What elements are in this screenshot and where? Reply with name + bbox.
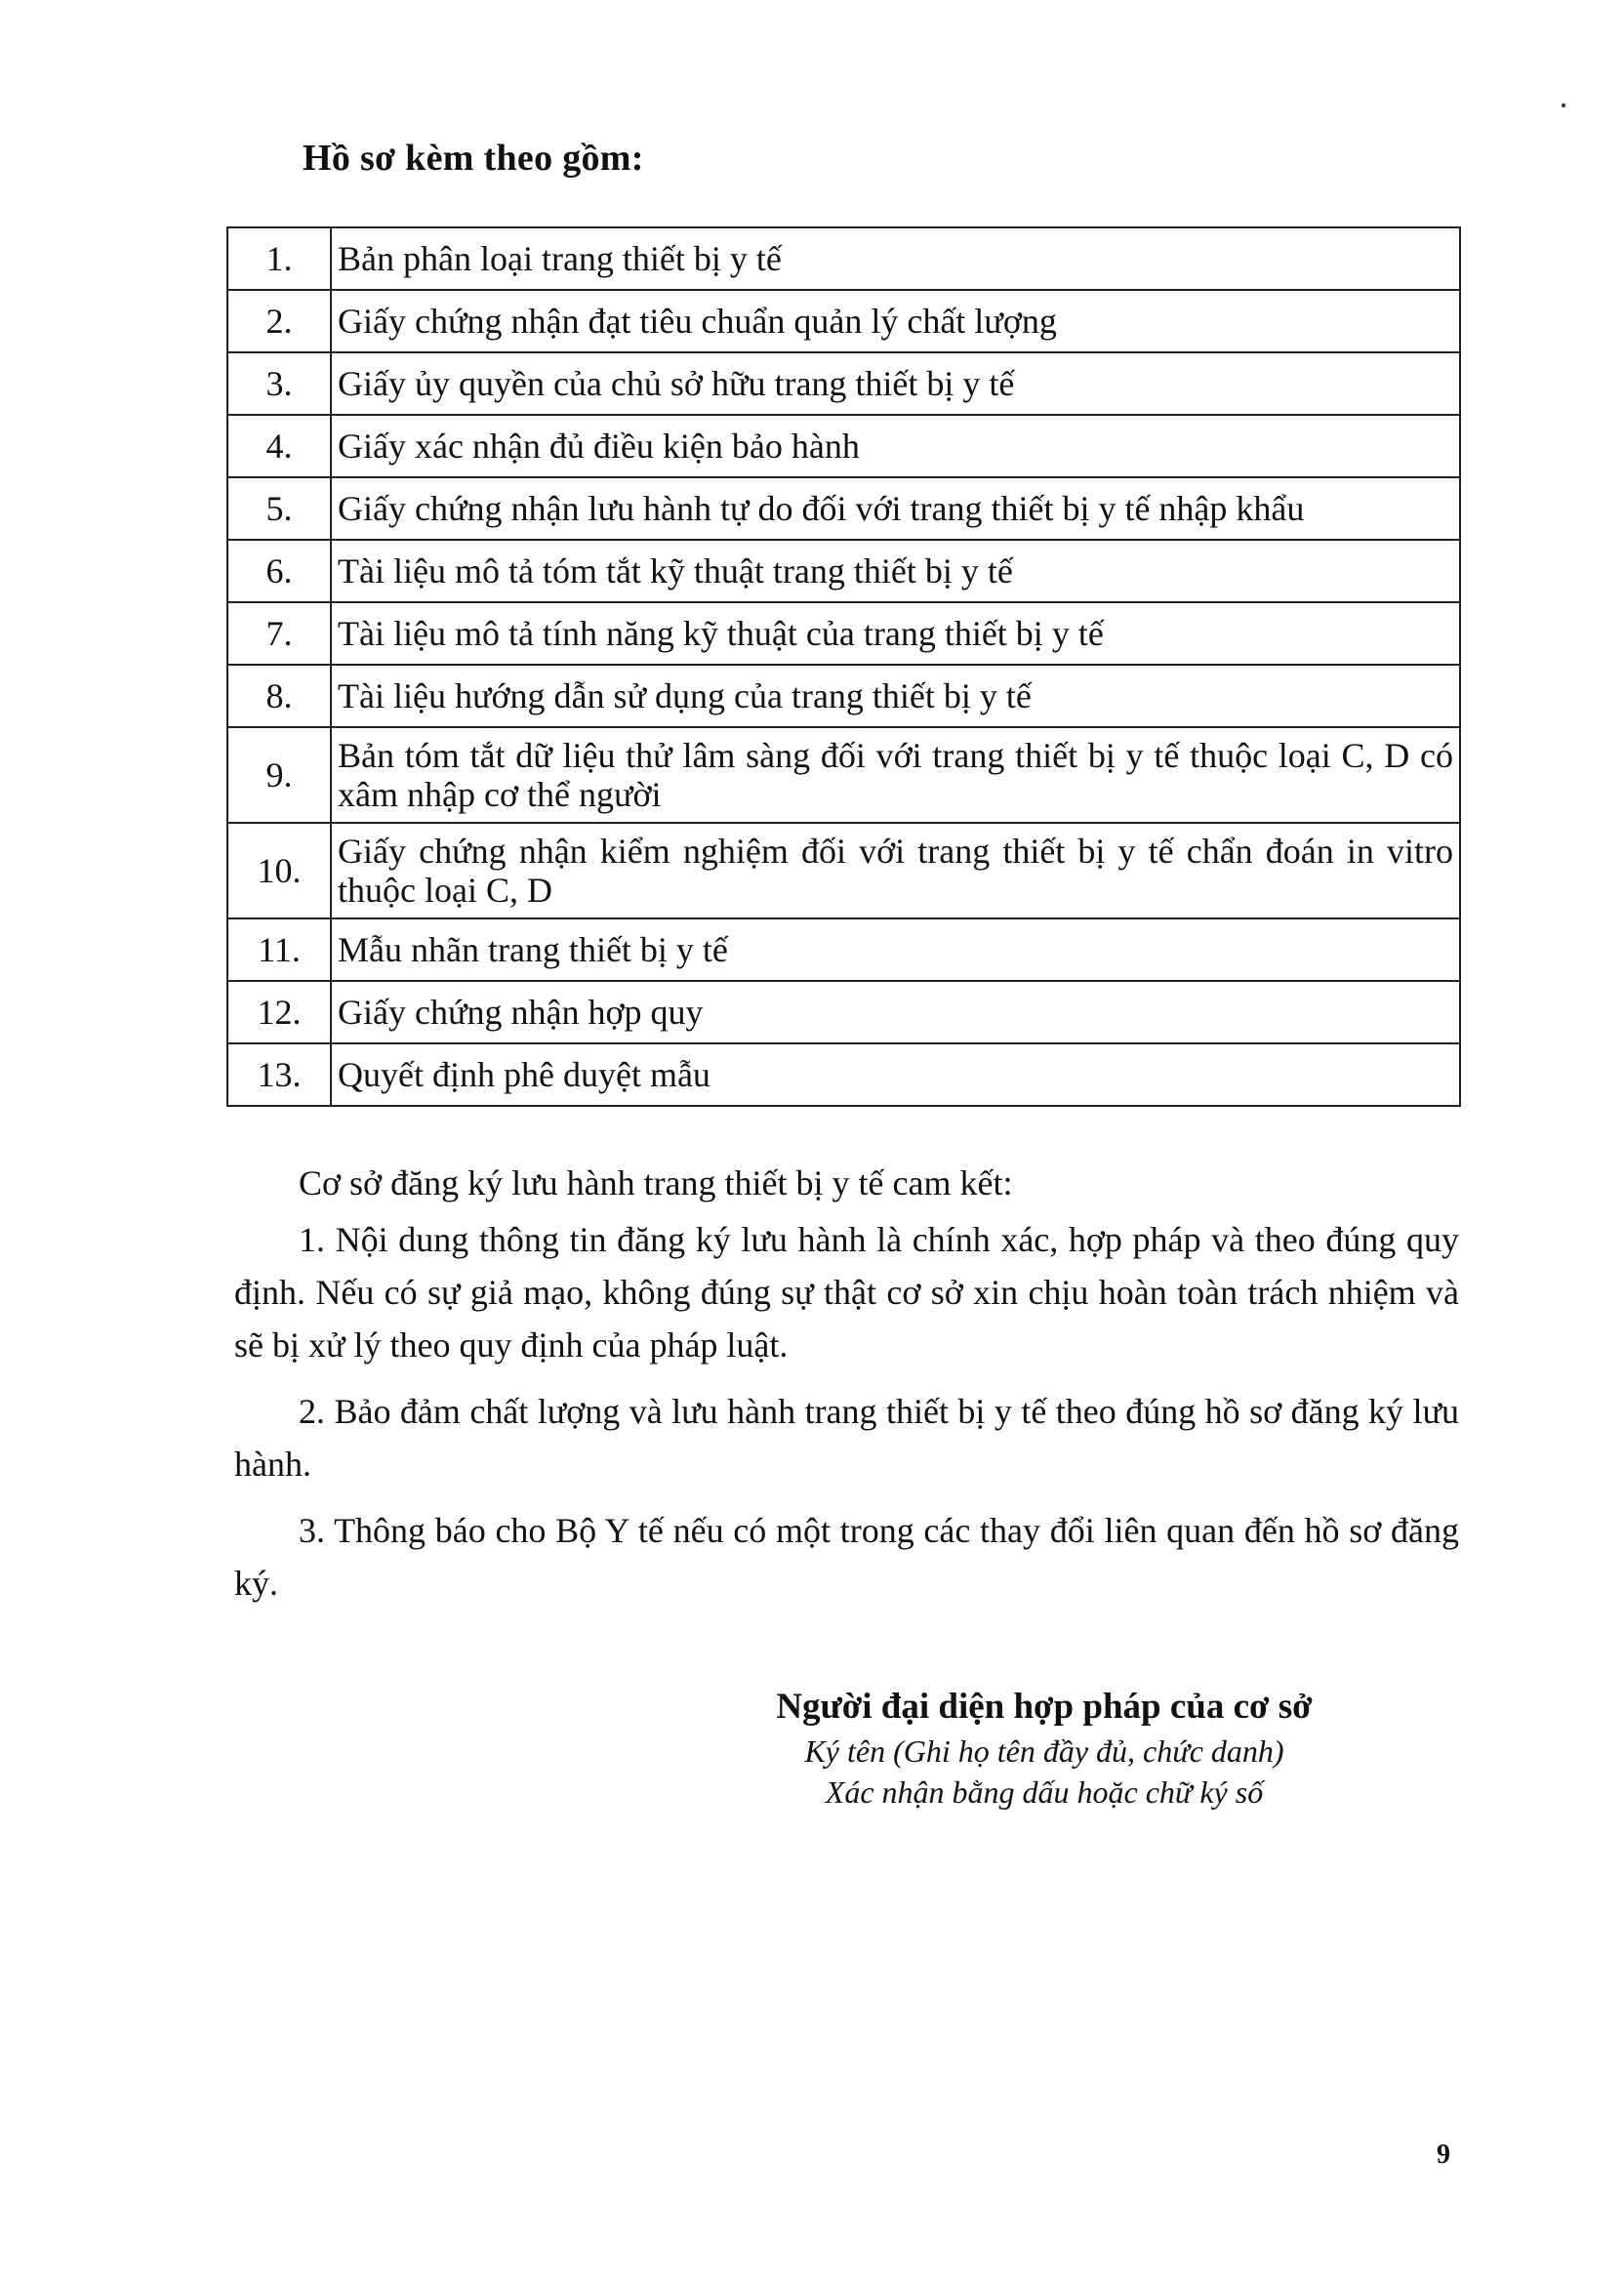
table-row <box>227 665 1460 727</box>
table-row <box>227 540 1460 602</box>
row-description: Giấy ủy quyền của chủ sở hữu trang thiết bị y tế <box>331 352 1460 415</box>
commitment-section <box>234 1157 1459 1623</box>
scan-speck <box>1562 103 1565 107</box>
row-description: Giấy xác nhận đủ điều kiện bảo hành <box>331 415 1460 477</box>
row-description: Mẫu nhãn trang thiết bị y tế <box>331 918 1460 981</box>
row-number: 9. <box>227 727 331 823</box>
page-number: 9 <box>1437 2140 1450 2170</box>
row-number: 4. <box>227 415 331 477</box>
row-number: 6. <box>227 540 331 602</box>
table-row <box>227 227 1460 290</box>
row-number: 7. <box>227 602 331 665</box>
table-row <box>227 981 1460 1043</box>
commitment-item: 1. Nội dung thông tin đăng ký lưu hành là chính xác, hợp pháp và theo đúng quy định. Nếu có sự giả mạo, không đúng sự thật cơ sở xin chịu hoàn toàn trách nhiệm và sẽ bị xử lý theo quy định của pháp luật. <box>234 1220 1459 1365</box>
table-row <box>227 918 1460 981</box>
row-number: 12. <box>227 981 331 1043</box>
row-number: 8. <box>227 665 331 727</box>
table-row <box>227 823 1460 918</box>
signature-confirmation: Xác nhận bằng dấu hoặc chữ ký số <box>825 1774 1264 1810</box>
row-number: 10. <box>227 823 331 918</box>
commitment-item: 3. Thông báo cho Bộ Y tế nếu có một trong các thay đổi liên quan đến hồ sơ đăng ký. <box>234 1511 1459 1603</box>
table-row <box>227 1043 1460 1106</box>
row-number: 2. <box>227 290 331 352</box>
row-number: 11. <box>227 918 331 981</box>
table-row <box>227 352 1460 415</box>
row-description: Giấy chứng nhận đạt tiêu chuẩn quản lý chất lượng <box>331 290 1460 352</box>
row-number: 3. <box>227 352 331 415</box>
table-row <box>227 602 1460 665</box>
commitment-item: 2. Bảo đảm chất lượng và lưu hành trang thiết bị y tế theo đúng hồ sơ đăng ký lưu hành. <box>234 1392 1459 1484</box>
row-description: Giấy chứng nhận hợp quy <box>331 981 1460 1043</box>
row-description: Giấy chứng nhận kiểm nghiệm đối với trang thiết bị y tế chẩn đoán in vitro thuộc loại C, D <box>331 823 1460 918</box>
signature-title: Người đại diện hợp pháp của cơ sở <box>776 1687 1313 1727</box>
row-description: Bản phân loại trang thiết bị y tế <box>331 227 1460 290</box>
row-description: Tài liệu mô tả tóm tắt kỹ thuật trang thiết bị y tế <box>331 540 1460 602</box>
signature-block <box>742 1684 1347 1813</box>
row-number: 13. <box>227 1043 331 1106</box>
row-number: 1. <box>227 227 331 290</box>
row-description: Giấy chứng nhận lưu hành tự do đối với trang thiết bị y tế nhập khẩu <box>331 477 1460 540</box>
table-row <box>227 290 1460 352</box>
attachments-table <box>226 226 1461 1107</box>
table-row <box>227 477 1460 540</box>
row-description: Tài liệu hướng dẫn sử dụng của trang thiết bị y tế <box>331 665 1460 727</box>
row-description: Tài liệu mô tả tính năng kỹ thuật của trang thiết bị y tế <box>331 602 1460 665</box>
attachments-heading: Hồ sơ kèm theo gồm: <box>303 138 644 179</box>
signature-instruction: Ký tên (Ghi họ tên đầy đủ, chức danh) <box>804 1733 1284 1769</box>
row-number: 5. <box>227 477 331 540</box>
row-description: Bản tóm tắt dữ liệu thử lâm sàng đối với trang thiết bị y tế thuộc loại C, D có xâm nhập cơ thể người <box>331 727 1460 823</box>
table-row <box>227 727 1460 823</box>
row-description: Quyết định phê duyệt mẫu <box>331 1043 1460 1106</box>
commitment-intro: Cơ sở đăng ký lưu hành trang thiết bị y tế cam kết: <box>299 1163 1013 1203</box>
table-row <box>227 415 1460 477</box>
